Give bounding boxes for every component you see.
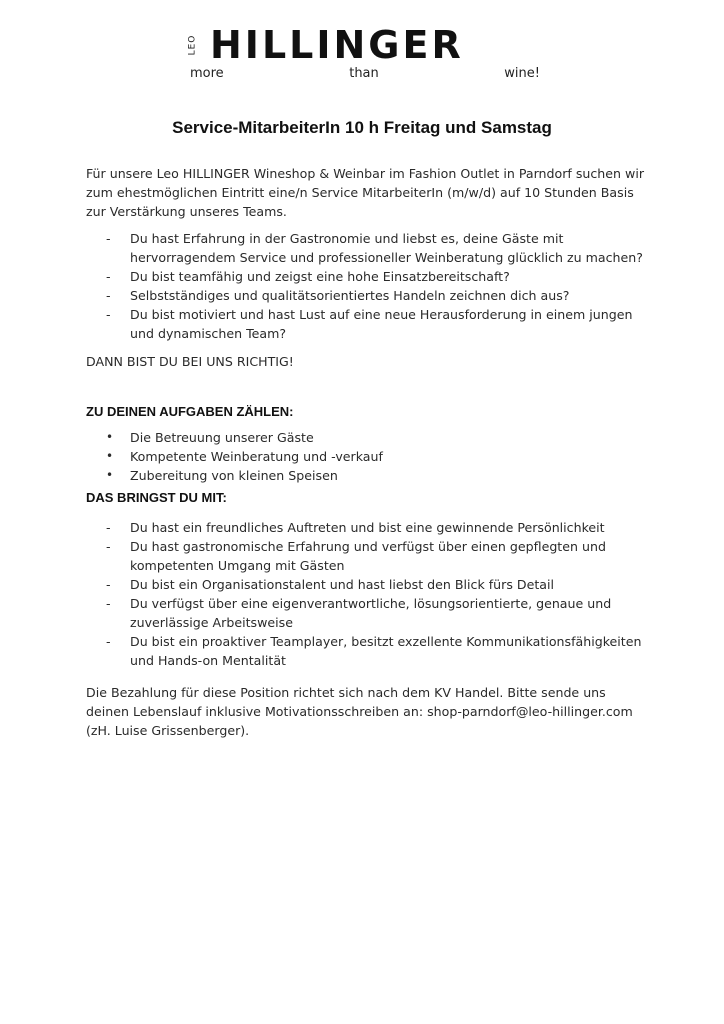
dash-marker: - <box>106 231 111 246</box>
logo-wordmark: HILLINGER <box>210 23 464 67</box>
list-item <box>86 466 646 485</box>
list-item <box>86 518 646 537</box>
list-item-text: Zubereitung von kleinen Speisen <box>130 468 338 483</box>
list-item-text: Du bist motiviert und hast Lust auf eine neue Herausforderung in einem jungen und dynamischen Team? <box>130 307 633 341</box>
list-item <box>86 229 646 267</box>
list-item <box>86 447 646 466</box>
requirements-heading: DAS BRINGST DU MIT: <box>86 490 227 505</box>
list-item <box>86 575 646 594</box>
list-item-text: Kompetente Weinberatung und -verkauf <box>130 449 383 464</box>
page-title: Service-MitarbeiterIn 10 h Freitag und Samstag <box>172 118 552 137</box>
list-item <box>86 305 646 343</box>
tasks-list <box>86 428 646 485</box>
dash-marker: - <box>106 288 111 303</box>
dash-marker: - <box>106 307 111 322</box>
list-item-text: Die Betreuung unserer Gäste <box>130 430 314 445</box>
dash-marker: - <box>106 634 111 649</box>
tasks-heading: ZU DEINEN AUFGABEN ZÄHLEN: <box>86 404 294 419</box>
bullet-marker: • <box>106 430 114 444</box>
list-item <box>86 286 646 305</box>
dash-marker: - <box>106 539 111 554</box>
list-item-text: Selbstständiges und qualitätsorientiertes Handeln zeichnen dich aus? <box>130 288 570 303</box>
dash-marker: - <box>106 596 111 611</box>
dash-marker: - <box>106 269 111 284</box>
requirements-list <box>86 518 646 670</box>
document-body <box>86 164 646 740</box>
callout-text: DANN BIST DU BEI UNS RICHTIG! <box>86 354 294 369</box>
bullet-marker: • <box>106 449 114 463</box>
list-item-text: Du hast gastronomische Erfahrung und verfügst über einen gepflegten und kompetenten Umgang mit Gästen <box>130 539 606 573</box>
list-item-text: Du hast Erfahrung in der Gastronomie und liebst es, deine Gäste mit hervorragendem Service und professioneller Weinberatung glücklich zu machen? <box>130 231 643 265</box>
list-item-text: Du bist ein proaktiver Teamplayer, besitzt exzellente Kommunikationsfähigkeiten und Hands-on Mentalität <box>130 634 642 668</box>
tagline-word: wine! <box>504 66 540 81</box>
list-item-text: Du hast ein freundliches Auftreten und bist eine gewinnende Persönlichkeit <box>130 520 605 535</box>
logo-prefix: LEO <box>187 34 198 56</box>
tagline-word: than <box>349 66 379 81</box>
intro-paragraph: Für unsere Leo HILLINGER Wineshop & Weinbar im Fashion Outlet in Parndorf suchen wir zum ehestmöglichen Eintritt eine/n Service MitarbeiterIn (m/w/d) auf 10 Stunden Basis zur Verstärkung unseres Teams. <box>86 166 644 219</box>
dash-marker: - <box>106 520 111 535</box>
bullet-marker: • <box>106 468 114 482</box>
list-item <box>86 428 646 447</box>
questions-list <box>86 229 646 343</box>
list-item <box>86 537 646 575</box>
list-item <box>86 267 646 286</box>
list-item-text: Du bist teamfähig und zeigst eine hohe Einsatzbereitschaft? <box>130 269 510 284</box>
list-item <box>86 632 646 670</box>
company-logo <box>187 22 540 82</box>
list-item-text: Du bist ein Organisationstalent und hast liebst den Blick fürs Detail <box>130 577 555 592</box>
list-item <box>86 594 646 632</box>
tagline-word: more <box>190 66 224 81</box>
dash-marker: - <box>106 577 111 592</box>
closing-paragraph: Die Bezahlung für diese Position richtet sich nach dem KV Handel. Bitte sende uns deinen Lebenslauf inklusive Motivationsschreiben an: shop-parndorf@leo-hillinger.com (zH. Luise Grissenberger). <box>86 685 633 738</box>
logo-tagline <box>190 66 540 81</box>
list-item-text: Du verfügst über eine eigenverantwortliche, lösungsorientierte, genaue und zuverlässige Arbeitsweise <box>130 596 612 630</box>
